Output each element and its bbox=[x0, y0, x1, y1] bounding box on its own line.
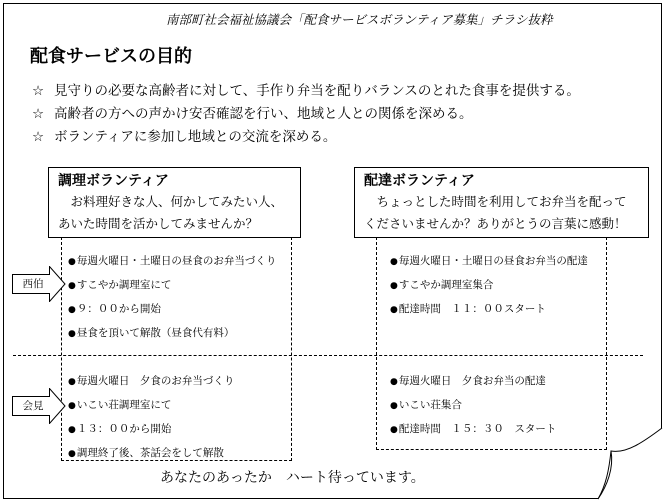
purpose-text: 高齢者の方への声かけ安否確認を行い、地域と人との関係を深める。 bbox=[54, 106, 473, 122]
area-label-aimi: 会見 bbox=[22, 400, 44, 412]
purpose-item bbox=[32, 105, 580, 128]
purpose-text: 見守りの必要な高齢者に対して、手作り弁当を配りバランスのとれた食事を提供する。 bbox=[54, 83, 580, 99]
star-icon: ☆ bbox=[32, 129, 45, 145]
list-item: ● 昼食を頂いて解散（昼食代有料） bbox=[68, 325, 276, 349]
aimi-cooking-list bbox=[68, 373, 234, 469]
delivery-volunteer-title: 配達ボランティア bbox=[364, 173, 475, 189]
area-divider bbox=[13, 355, 643, 356]
nishihaku-cooking-list bbox=[68, 253, 276, 349]
star-icon: ☆ bbox=[32, 83, 45, 99]
cooking-volunteer-box bbox=[48, 167, 301, 238]
list-item: ● 毎週火曜日 夕食のお弁当づくり bbox=[68, 373, 234, 397]
star-icon: ☆ bbox=[32, 106, 45, 122]
list-item: ● 毎週火曜日・土曜日の昼食のお弁当づくり bbox=[68, 253, 276, 277]
delivery-volunteer-box bbox=[354, 167, 649, 238]
list-item: ● 調理終了後、茶話会をして解散 bbox=[68, 445, 234, 469]
list-item: ● 毎週火曜日・土曜日の昼食お弁当の配達 bbox=[390, 253, 588, 277]
list-item: ● いこい荘調理室にて bbox=[68, 397, 234, 421]
list-item: ● １３：００から開始 bbox=[68, 421, 234, 445]
list-item: ● 毎週火曜日 夕食お弁当の配達 bbox=[390, 373, 556, 397]
list-item: ● すこやか調理室にて bbox=[68, 277, 276, 301]
list-item: ● 配達時間 １５：３０ スタート bbox=[390, 421, 556, 445]
area-label-nishihaku: 西伯 bbox=[22, 278, 44, 290]
delivery-volunteer-desc: ちょっとした時間を利用してお弁当を配って くださいませんか？ありがとうの言葉に感動！ bbox=[364, 194, 627, 231]
closing-message: あなたのあったか ハート待っています。 bbox=[160, 470, 425, 486]
page-title: 配食サービスの目的 bbox=[30, 46, 192, 67]
purpose-list bbox=[32, 82, 580, 151]
purpose-item bbox=[32, 128, 580, 151]
purpose-text: ボランティアに参加し地域との交流を深める。 bbox=[54, 129, 337, 145]
list-item: ● すこやか調理室集合 bbox=[390, 277, 588, 301]
list-item: ● ９：００から開始 bbox=[68, 301, 276, 325]
cooking-volunteer-desc: お料理好きな人、何かしてみたい人、 あいた時間を活かしてみませんか？ bbox=[58, 194, 284, 231]
cooking-volunteer-title: 調理ボランティア bbox=[58, 173, 169, 189]
nishihaku-delivery-list bbox=[390, 253, 588, 325]
list-item: ● いこい荘集合 bbox=[390, 397, 556, 421]
purpose-item bbox=[32, 82, 580, 105]
list-item: ● 配達時間 １１：００スタート bbox=[390, 301, 588, 325]
aimi-delivery-list bbox=[390, 373, 556, 445]
source-note: 南部町社会福祉協議会「配食サービスボランティア募集」チラシ抜粋 bbox=[166, 12, 553, 27]
